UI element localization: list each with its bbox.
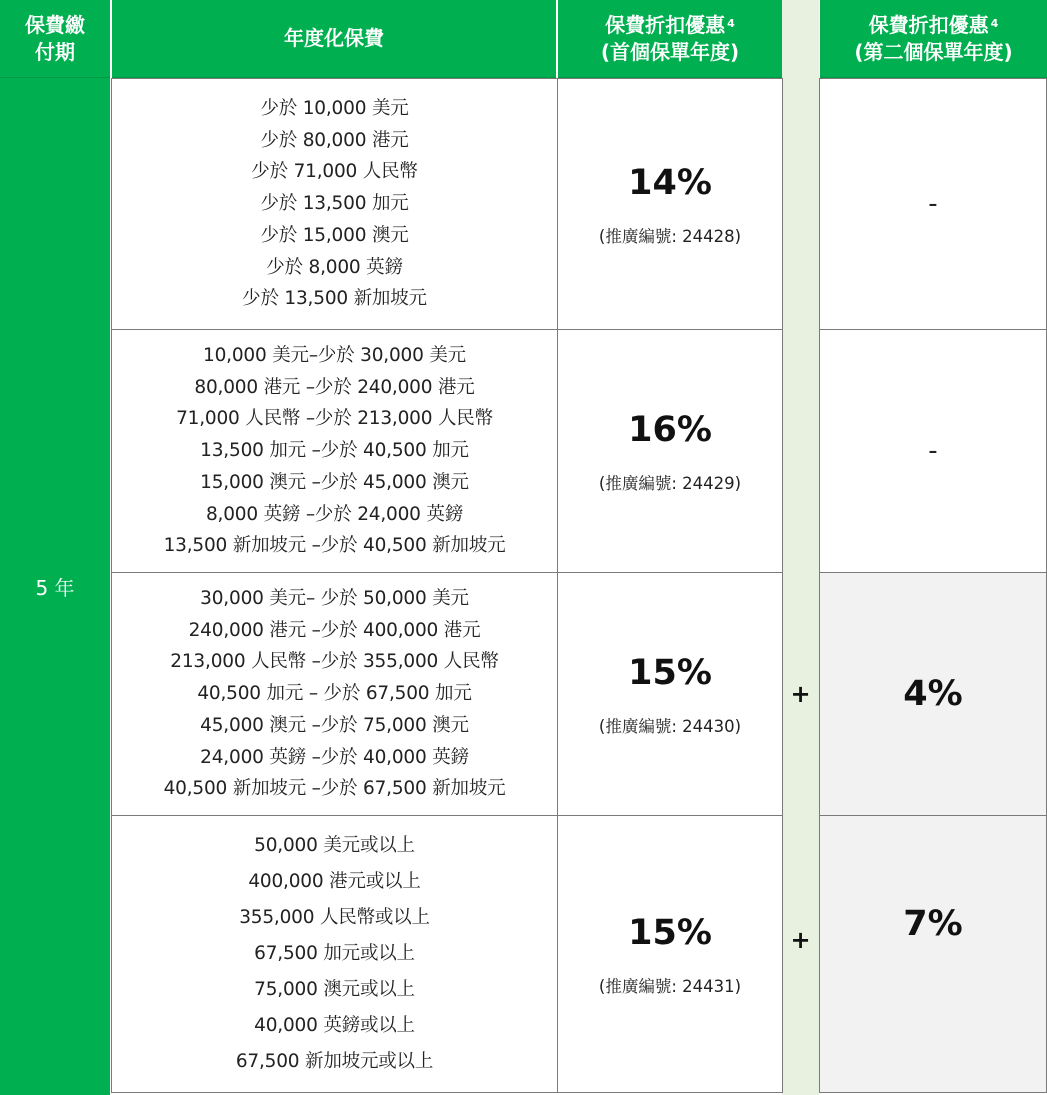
first-year-discount-cell <box>557 329 783 573</box>
promo-code: (推廣編號: 24429) <box>598 474 742 493</box>
second-year-discount-cell <box>819 572 1047 816</box>
header-premium-term-line1: 保費繳 <box>25 12 85 37</box>
tier-line: 13,500 新加坡元 –少於 40,500 新加坡元 <box>163 535 506 557</box>
second-year-discount-rate: - <box>928 189 938 219</box>
promo-code: (推廣編號: 24428) <box>598 227 742 246</box>
second-year-discount-cell <box>819 329 1047 573</box>
tier-line: 355,000 人民幣或以上 <box>239 907 430 928</box>
tier-line: 50,000 美元或以上 <box>254 835 415 856</box>
first-year-discount-rate: 16% <box>628 410 712 450</box>
plus-connector <box>782 572 819 816</box>
premium-tier-cell <box>111 815 558 1093</box>
premium-tier-cell <box>111 78 558 330</box>
tier-line: 400,000 港元或以上 <box>248 871 421 892</box>
first-year-discount-rate: 15% <box>628 913 712 953</box>
tier-line: 8,000 英鎊 –少於 24,000 英鎊 <box>205 503 464 525</box>
tier-line: 少於 13,500 加元 <box>260 193 409 215</box>
first-year-discount-cell <box>557 572 783 816</box>
premium-tier-cell <box>111 329 558 573</box>
header-second-year-discount <box>820 0 1047 78</box>
header-second-year-line2: (第二個保單年度) <box>854 39 1013 64</box>
tier-line: 24,000 英鎊 –少於 40,000 英鎊 <box>200 746 469 768</box>
header-first-year-line2: (首個保單年度) <box>600 39 740 64</box>
header-annualized-premium <box>112 0 556 78</box>
tier-line: 少於 15,000 澳元 <box>260 224 409 246</box>
tier-line: 40,000 英鎊或以上 <box>254 1015 415 1036</box>
plus-sign: + <box>790 680 811 708</box>
second-year-discount-rate: 7% <box>903 904 963 944</box>
plus-connector <box>782 815 819 1065</box>
tier-line: 240,000 港元 –少於 400,000 港元 <box>188 619 481 641</box>
first-year-discount-rate: 14% <box>628 163 712 203</box>
tier-line: 71,000 人民幣 –少於 213,000 人民幣 <box>176 408 493 430</box>
tier-line: 少於 10,000 美元 <box>260 97 409 119</box>
header-premium-term <box>0 0 110 78</box>
header-annualized-premium-label: 年度化保費 <box>284 26 384 50</box>
tier-line: 40,500 新加坡元 –少於 67,500 新加坡元 <box>163 778 506 800</box>
footnote-marker: 4 <box>990 16 999 30</box>
tier-line: 45,000 澳元 –少於 75,000 澳元 <box>200 714 469 736</box>
second-year-discount-rate: 4% <box>903 674 963 714</box>
tier-line: 67,500 加元或以上 <box>254 943 415 964</box>
premium-term-cell <box>0 78 110 1095</box>
promo-code: (推廣編號: 24430) <box>598 717 742 736</box>
tier-line: 少於 8,000 英鎊 <box>266 256 403 278</box>
promo-code: (推廣編號: 24431) <box>598 977 742 996</box>
tier-line: 80,000 港元 –少於 240,000 港元 <box>194 376 475 398</box>
plus-sign: + <box>790 926 811 954</box>
tier-line: 213,000 人民幣 –少於 355,000 人民幣 <box>170 651 499 673</box>
header-second-year-line1: 保費折扣優惠 <box>868 12 989 37</box>
tier-line: 75,000 澳元或以上 <box>254 979 415 1000</box>
header-first-year-line1: 保費折扣優惠 <box>605 12 726 37</box>
tier-line: 30,000 美元– 少於 50,000 美元 <box>200 587 469 609</box>
first-year-discount-rate: 15% <box>628 653 712 693</box>
tier-line: 少於 13,500 新加坡元 <box>242 288 427 310</box>
header-first-year-discount <box>558 0 782 78</box>
second-year-discount-cell <box>819 78 1047 330</box>
first-year-discount-cell <box>557 815 783 1093</box>
tier-line: 13,500 加元 –少於 40,500 加元 <box>200 440 469 462</box>
premium-term-value: 5 年 <box>35 576 75 600</box>
tier-line: 少於 80,000 港元 <box>260 129 409 151</box>
second-year-discount-cell <box>819 815 1047 1093</box>
tier-line: 15,000 澳元 –少於 45,000 澳元 <box>200 471 469 493</box>
tier-line: 67,500 新加坡元或以上 <box>235 1051 434 1072</box>
premium-tier-cell <box>111 572 558 816</box>
first-year-discount-cell <box>557 78 783 330</box>
tier-line: 10,000 美元–少於 30,000 美元 <box>203 344 466 366</box>
second-year-discount-rate: - <box>928 436 938 466</box>
tier-line: 少於 71,000 人民幣 <box>251 161 418 183</box>
footnote-marker: 4 <box>727 16 735 30</box>
tier-line: 40,500 加元 – 少於 67,500 加元 <box>197 683 472 705</box>
header-premium-term-line2: 付期 <box>35 39 75 64</box>
